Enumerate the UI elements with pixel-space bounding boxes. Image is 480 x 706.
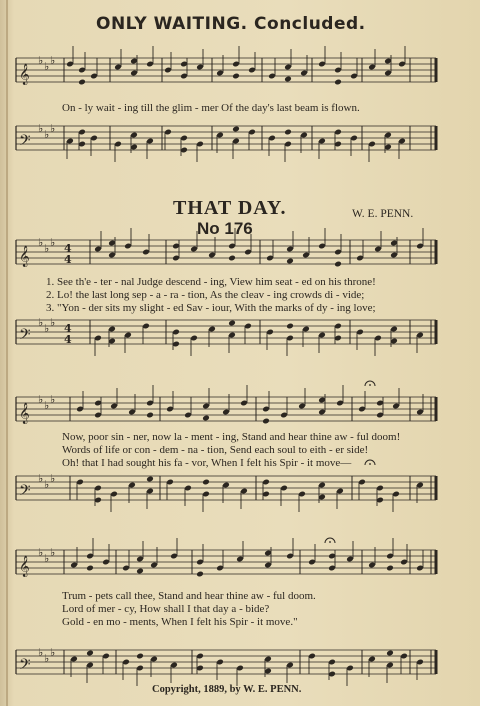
note-head [196, 571, 204, 578]
note-head [284, 129, 292, 136]
note-head [232, 126, 240, 133]
song1-lyric: On - ly wait - ing till the glim - mer Of the day's last beam is flown. [62, 102, 360, 114]
flat-icon: ♭ [44, 128, 50, 141]
flat-icon: ♭ [38, 546, 44, 559]
time-signature: 4 [64, 322, 72, 335]
flat-icon: ♭ [44, 552, 50, 565]
flat-icon: ♭ [50, 54, 56, 67]
clef-icon: 𝄢 [19, 656, 31, 677]
copyright: Copyright, 1889, by W. E. PENN. [152, 684, 302, 695]
flat-icon: ♭ [50, 122, 56, 135]
note-head [386, 565, 394, 572]
flat-icon: ♭ [44, 60, 50, 73]
note-head [86, 650, 94, 657]
flat-icon: ♭ [44, 322, 50, 335]
flat-icon: ♭ [44, 399, 50, 412]
flat-icon: ♭ [38, 393, 44, 406]
flat-icon: ♭ [50, 472, 56, 485]
note-head [262, 418, 270, 425]
clef-icon: 𝄢 [19, 132, 31, 153]
time-signature: 4 [64, 242, 72, 255]
clef-icon: 𝄞 [19, 64, 30, 85]
note-head [202, 415, 210, 422]
clef-icon: 𝄢 [19, 326, 31, 347]
hymn-title: THAT DAY. [173, 197, 287, 219]
note-head [146, 412, 154, 419]
flat-icon: ♭ [38, 646, 44, 659]
flat-icon: ♭ [38, 54, 44, 67]
note-head [334, 261, 342, 268]
verse-2-line-2: Words of life or con - dem - na - tion, Send each soul to eith - er side! [62, 444, 369, 456]
note-head [78, 79, 86, 86]
clef-icon: 𝄢 [19, 482, 31, 503]
note-head [286, 258, 294, 265]
flat-icon: ♭ [38, 472, 44, 485]
composer: W. E. PENN. [352, 208, 414, 220]
clef-icon: 𝄞 [19, 556, 30, 577]
flat-icon: ♭ [50, 393, 56, 406]
note-head [146, 476, 154, 483]
fermata-dot [329, 541, 331, 543]
flat-icon: ♭ [38, 316, 44, 329]
clef-icon: 𝄞 [19, 246, 30, 267]
flat-icon: ♭ [44, 478, 50, 491]
note-head [232, 73, 240, 80]
verse-1-line-1: 1. See th'e - ter - nal Judge descend - ing, View him seat - ed on his throne! [46, 276, 376, 288]
verse-1-line-3: Trum - pets call thee, Stand and hear thine aw - ful doom. [62, 590, 316, 602]
note-head [334, 79, 342, 86]
hymn-number: No 176 [197, 219, 253, 238]
flat-icon: ♭ [50, 316, 56, 329]
fermata-dot [369, 463, 371, 465]
verse-3-line-2: Oh! that I had sought his fa - vor, When I felt his Spir - it move— [62, 457, 352, 469]
note-head [228, 255, 236, 262]
flat-icon: ♭ [50, 236, 56, 249]
verse-3-line-3: Gold - en mo - ments, When I felt his Spir - it move." [62, 616, 298, 628]
note-head [286, 323, 294, 330]
section-title: ONLY WAITING. Concluded. [96, 14, 366, 34]
verse-3-line-1: 3. "Yon - der sits my slight - ed Sav - iour, With the marks of dy - ing love; [46, 302, 376, 314]
verse-1-line-2: Now, poor sin - ner, now la - ment - ing, Stand and hear thine aw - ful doom! [62, 431, 401, 443]
note-head [136, 653, 144, 660]
note-head [202, 479, 210, 486]
flat-icon: ♭ [44, 652, 50, 665]
note-head [228, 320, 236, 327]
fermata-dot [369, 384, 371, 386]
verse-2-line-1: 2. Lo! the last long sep - a - ra - tion, As the cleav - ing crowds di - vide; [46, 289, 365, 301]
note-head [284, 76, 292, 83]
note-head [386, 650, 394, 657]
flat-icon: ♭ [50, 646, 56, 659]
time-signature: 4 [64, 253, 72, 266]
flat-icon: ♭ [38, 122, 44, 135]
flat-icon: ♭ [50, 546, 56, 559]
flat-icon: ♭ [44, 242, 50, 255]
clef-icon: 𝄞 [19, 403, 30, 424]
flat-icon: ♭ [38, 236, 44, 249]
time-signature: 4 [64, 333, 72, 346]
verse-2-line-3: Lord of mer - cy, How shall I that day a - bide? [62, 603, 270, 615]
note-head [86, 565, 94, 572]
note-head [136, 568, 144, 575]
